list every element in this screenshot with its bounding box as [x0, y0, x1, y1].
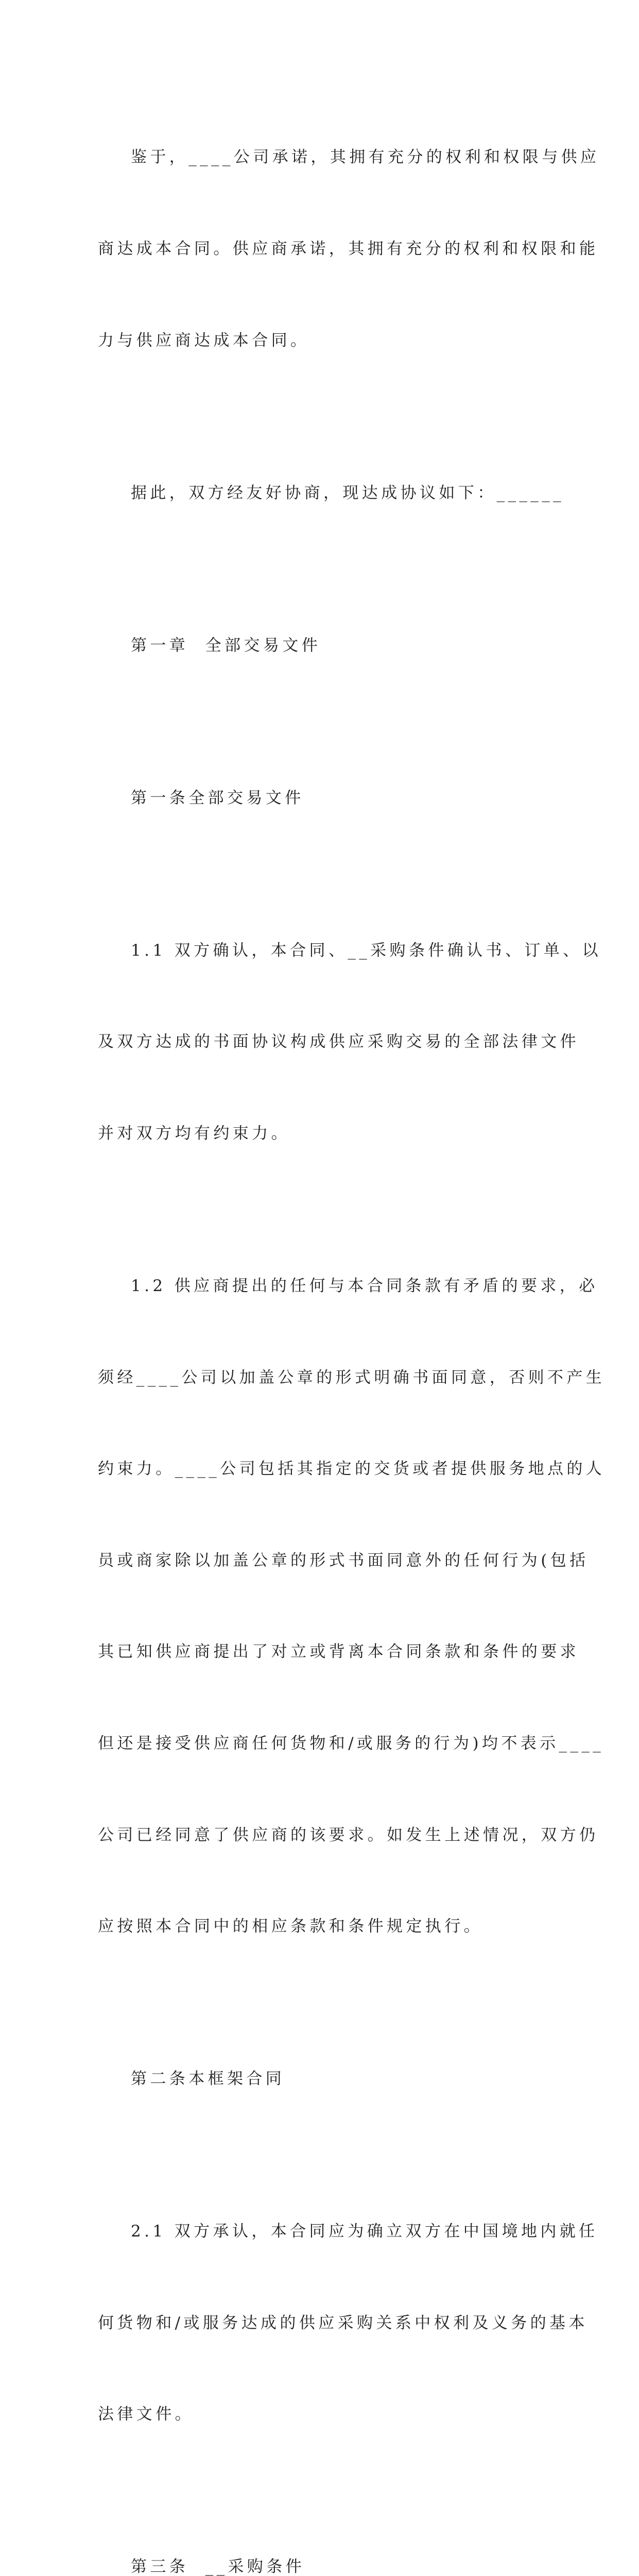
clause-2-1 [98, 2156, 598, 2491]
text-line: 法律文件。 [98, 2405, 194, 2424]
text-line: 其已知供应商提出了对立或背离本合同条款和条件的要求 [98, 1642, 579, 1662]
text-line: 何货物和/或服务达成的供应采购关系中权利及义务的基本 [98, 2313, 588, 2332]
text-line: 员或商家除以加盖公章的形式书面同意外的任何行为(包括 [98, 1551, 589, 1570]
text-line: 及双方达成的书面协议构成供应采购交易的全部法律文件 [98, 1032, 579, 1052]
text-line: 应按照本合同中的相应条款和条件规定执行。 [98, 1917, 483, 1936]
text-line: 2.1 双方承认，本合同应为确立双方在中国境地内就任 [131, 2222, 598, 2241]
text-line: 第一条全部交易文件 [131, 788, 304, 807]
article-heading-3 [98, 2491, 541, 2576]
text-line: 第三条 __采购条件 [131, 2557, 305, 2576]
text-line: 并对双方均有约束力。 [98, 1124, 290, 1143]
text-line: 但还是接受供应商任何货物和/或服务的行为)均不表示____ [98, 1734, 605, 1753]
text-line: 力与供应商达成本合同。 [98, 331, 310, 350]
text-line: 第一章 全部交易文件 [131, 636, 321, 655]
text-line: 第二条本框架合同 [131, 2070, 285, 2089]
document-body [98, 81, 606, 2576]
paragraph-agreement-intro [98, 417, 564, 569]
text-line: 商达成本合同。供应商承诺，其拥有充分的权利和权限和能 [98, 240, 599, 259]
text-line: 据此，双方经友好协商，现达成协议如下：______ [131, 483, 564, 502]
clause-1-1 [98, 874, 601, 1210]
article-heading-1 [98, 722, 541, 874]
article-heading-2 [98, 2003, 541, 2156]
text-line: 1.1 双方确认，本合同、__采购条件确认书、订单、以 [131, 941, 601, 960]
text-line: 须经____公司以加盖公章的形式明确书面同意，否则不产生 [98, 1368, 606, 1387]
text-line: 公司已经同意了供应商的该要求。如发生上述情况，双方仍 [98, 1825, 599, 1844]
text-line: 鉴于，____公司承诺，其拥有充分的权利和权限与供应 [131, 148, 600, 167]
text-line: 1.2 供应商提出的任何与本合同条款有矛盾的要求，必 [131, 1276, 598, 1295]
clause-1-2 [98, 1210, 606, 2003]
text-line: 约束力。____公司包括其指定的交货或者提供服务地点的人 [98, 1460, 606, 1479]
paragraph-recitals [98, 81, 600, 417]
chapter-heading [98, 569, 541, 722]
